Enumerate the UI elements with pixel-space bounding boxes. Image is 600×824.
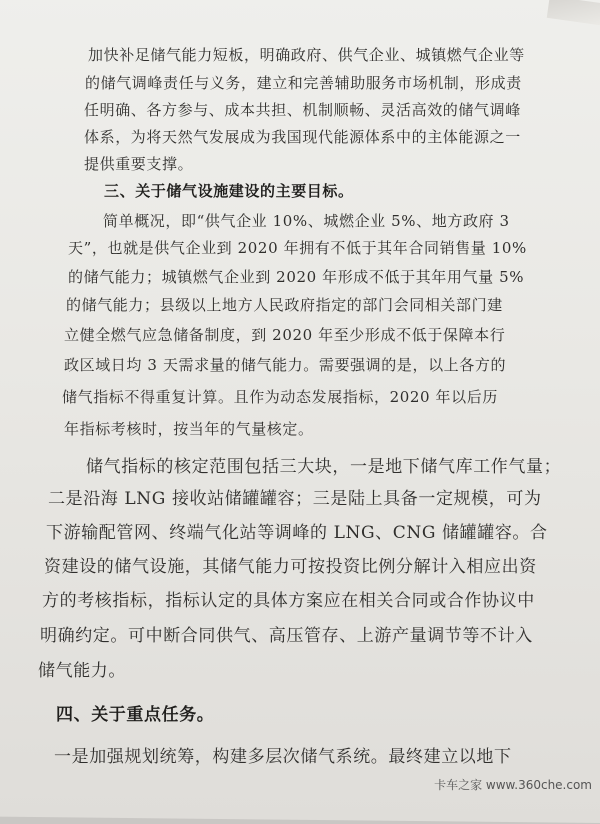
- text-line: 天”，也就是供气企业到 2020 年拥有不低于其年合同销售量 10%: [68, 239, 527, 257]
- text-line: 方的考核指标，指标认定的具体方案应在相关合同或合作协议中: [42, 591, 535, 611]
- section-heading-4: 四、关于重点任务。: [56, 705, 215, 725]
- text-line: 提供重要支撑。: [84, 155, 194, 173]
- text-line: 加快补足储气能力短板，明确政府、供气企业、城镇燃气企业等: [88, 46, 525, 64]
- text-line: 明确约定。可中断合同供气、高压管存、上游产量调节等不计入: [40, 626, 533, 646]
- text-line: 一是加强规划统筹，构建多层次储气系统。最终建立以地下: [54, 747, 512, 767]
- text-line: 二是沿海 LNG 接收站储罐罐容；三是陆上具备一定规模，可为: [48, 489, 542, 509]
- text-line: 储气指标不得重复计算。且作为动态发展指标，2020 年以后历: [62, 388, 498, 406]
- text-line: 体系，为将天然气发展成为我国现代能源体系中的主体能源之一: [84, 128, 521, 146]
- watermark: 卡车之家 www.360che.com: [434, 778, 592, 792]
- section-heading-3: 三、关于储气设施建设的主要目标。: [104, 182, 354, 200]
- text-line: 简单概况，即“供气企业 10%、城燃企业 5%、地方政府 3: [103, 212, 510, 230]
- text-line: 资建设的储气设施，其储气能力可按投资比例分解计入相应出资: [44, 557, 537, 577]
- text-line: 立健全燃气应急储备制度，到 2020 年至少形成不低于保障本行: [64, 326, 506, 344]
- text-line: 的储气能力；县级以上地方人民政府指定的部门会同相关部门建: [66, 296, 503, 314]
- text-line: 下游输配管网、终端气化站等调峰的 LNG、CNG 储罐罐容。合: [46, 523, 548, 543]
- text-line: 的储气调峰责任与义务，建立和完善辅助服务市场机制，形成责: [85, 74, 522, 92]
- text-line: 储气能力。: [38, 661, 126, 681]
- text-line: 储气指标的核定范围包括三大块，一是地下储气库工作气量；: [86, 457, 562, 477]
- text-line: 的储气能力；城镇燃气企业到 2020 年形成不低于其年用气量 5%: [68, 268, 525, 286]
- text-line: 任明确、各方参与、成本共担、机制顺畅、灵活高效的储气调峰: [84, 101, 521, 119]
- text-line: 政区域日均 3 天需求量的储气能力。需要强调的是，以上各方的: [64, 356, 507, 374]
- text-line: 年指标考核时，按当年的气量核定。: [64, 420, 314, 438]
